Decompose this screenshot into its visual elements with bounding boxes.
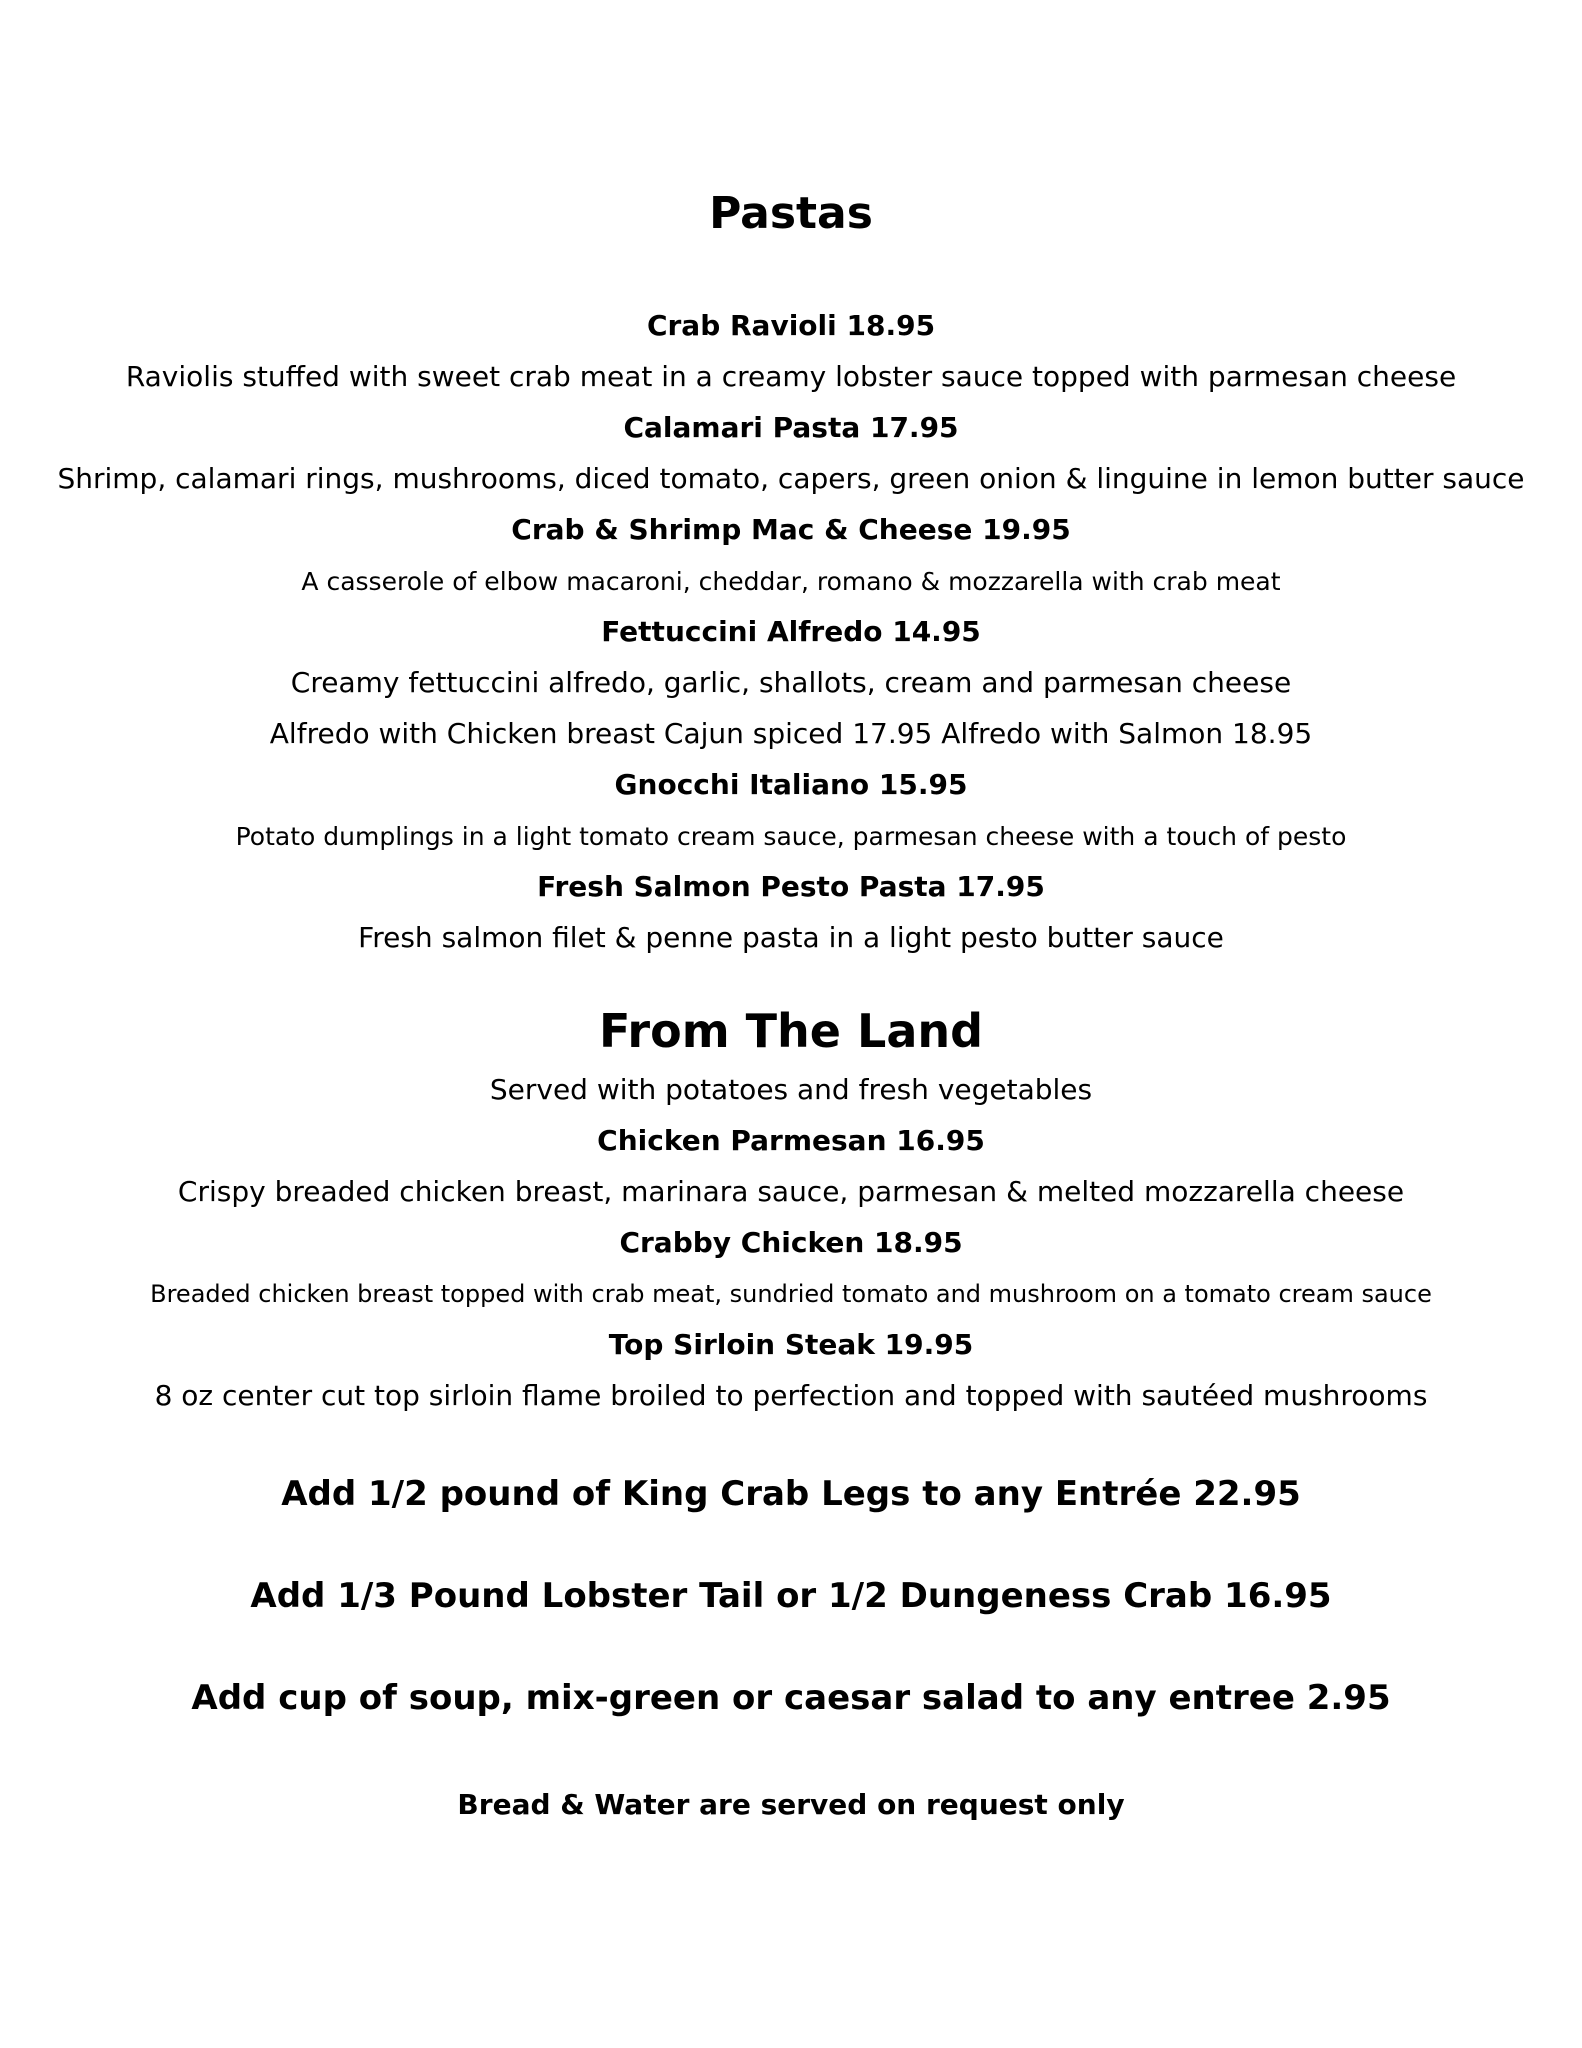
menu-item-title: Fettuccini Alfredo 14.95 — [601, 615, 981, 648]
menu-item-description: Potato dumplings in a light tomato cream sauce, parmesan cheese with a touch of pesto — [235, 822, 1347, 851]
menu-item-description: Shrimp, calamari rings, mushrooms, diced tomato, capers, green onion & linguine in lemon butter sauce — [57, 462, 1525, 495]
menu-item-description: A casserole of elbow macaroni, cheddar, romano & mozzarella with crab meat — [301, 567, 1281, 596]
menu-item-title: Crabby Chicken 18.95 — [619, 1226, 963, 1259]
menu-item-description: Fresh salmon filet & penne pasta in a light pesto butter sauce — [358, 921, 1224, 954]
land-section-title: From The Land — [598, 1004, 984, 1058]
menu-item-description: 8 oz center cut top sirloin flame broiled to perfection and topped with sautéed mushrooms — [154, 1379, 1428, 1412]
menu-item-title: Fresh Salmon Pesto Pasta 17.95 — [537, 870, 1045, 903]
addon-offer: Add 1/3 Pound Lobster Tail or 1/2 Dungeness Crab 16.95 — [250, 1576, 1332, 1616]
pastas-section-title: Pastas — [709, 188, 873, 239]
menu-item-description: Raviolis stuffed with sweet crab meat in a creamy lobster sauce topped with parmesan cheese — [125, 360, 1457, 393]
land-section-subtitle: Served with potatoes and fresh vegetables — [489, 1073, 1093, 1106]
addon-offer: Add cup of soup, mix-green or caesar salad to any entree 2.95 — [191, 1678, 1391, 1718]
addon-offer: Add 1/2 pound of King Crab Legs to any Entrée 22.95 — [281, 1474, 1301, 1514]
footer-note: Bread & Water are served on request only — [457, 1788, 1125, 1821]
menu-item-title: Top Sirloin Steak 19.95 — [608, 1328, 974, 1361]
menu-item-title: Calamari Pasta 17.95 — [623, 411, 959, 444]
menu-item-title: Chicken Parmesan 16.95 — [597, 1124, 985, 1157]
menu-item-title: Gnocchi Italiano 15.95 — [614, 768, 968, 801]
menu-item-title: Crab & Shrimp Mac & Cheese 19.95 — [511, 513, 1071, 546]
menu-item-description: Crispy breaded chicken breast, marinara sauce, parmesan & melted mozzarella cheese — [177, 1175, 1405, 1208]
menu-item-extra-options: Alfredo with Chicken breast Cajun spiced 17.95 Alfredo with Salmon 18.95 — [269, 717, 1313, 750]
menu-item-title: Crab Ravioli 18.95 — [646, 309, 936, 342]
menu-item-description: Breaded chicken breast topped with crab meat, sundried tomato and mushroom on a tomato cream sauce — [150, 1280, 1432, 1308]
menu-item-description: Creamy fettuccini alfredo, garlic, shallots, cream and parmesan cheese — [290, 666, 1292, 699]
